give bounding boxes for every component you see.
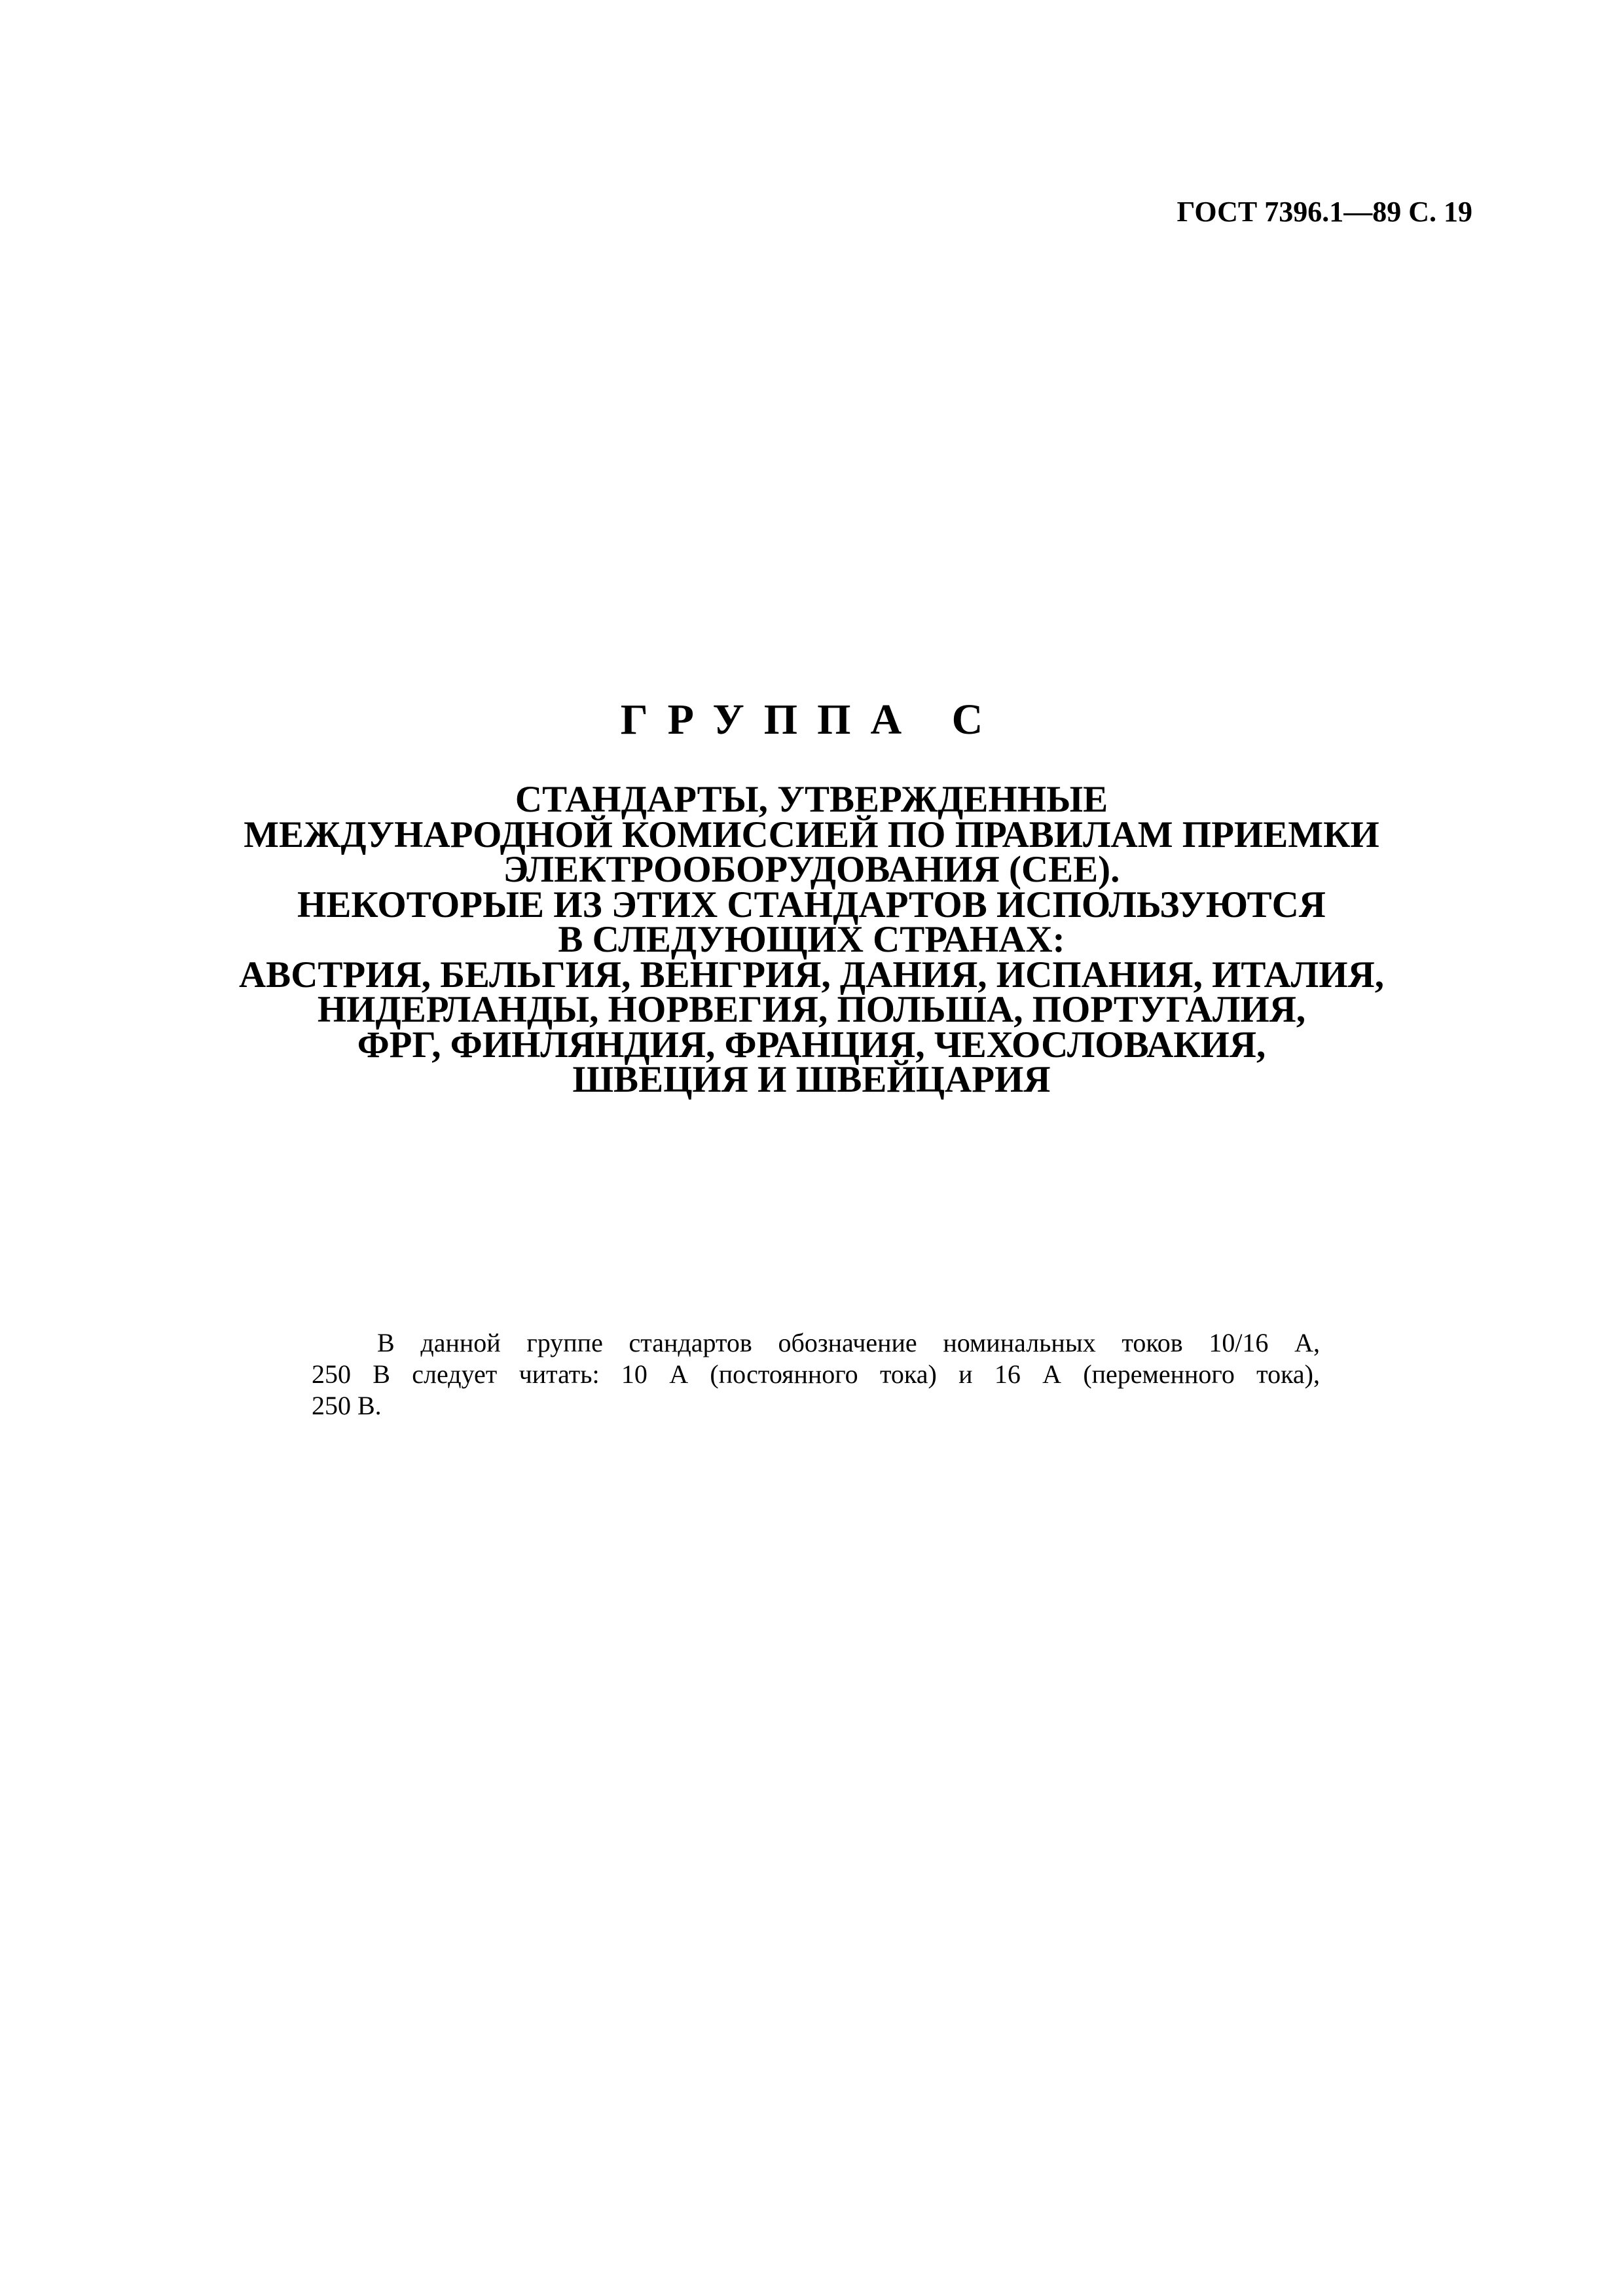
page-header-doc-ref: ГОСТ 7396.1—89 С. 19: [1176, 196, 1472, 228]
group-subtitle: [131, 779, 1492, 1100]
subtitle-line: СТАНДАРТЫ, УТВЕРЖДЕННЫЕ: [515, 779, 1108, 820]
group-title: ГРУППА С: [620, 696, 1003, 744]
subtitle-line: АВСТРИЯ, БЕЛЬГИЯ, ВЕНГРИЯ, ДАНИЯ, ИСПАНИЯ, ИТАЛИЯ,: [239, 954, 1384, 996]
subtitle-line: ЭЛЕКТРООБОРУДОВАНИЯ (СЕЕ).: [503, 849, 1120, 890]
note-line: В данной группе стандартов обозначение номинальных токов 10/16 А,: [377, 1328, 1320, 1357]
subtitle-line: ШВЕЦИЯ И ШВЕЙЦАРИЯ: [572, 1059, 1051, 1100]
note-line: 250 В следует читать: 10 А (постоянного тока) и 16 А (переменного тока),: [312, 1359, 1320, 1389]
note-line: 250 В.: [312, 1391, 382, 1420]
subtitle-line: МЕЖДУНАРОДНОЙ КОМИССИЕЙ ПО ПРАВИЛАМ ПРИЕМКИ: [244, 814, 1379, 855]
subtitle-line: НЕКОТОРЫЕ ИЗ ЭТИХ СТАНДАРТОВ ИСПОЛЬЗУЮТСЯ: [297, 884, 1326, 925]
note-paragraph: [312, 1327, 1320, 1422]
subtitle-line: НИДЕРЛАНДЫ, НОРВЕГИЯ, ПОЛЬША, ПОРТУГАЛИЯ,: [317, 989, 1306, 1030]
subtitle-line: ФРГ, ФИНЛЯНДИЯ, ФРАНЦИЯ, ЧЕХОСЛОВАКИЯ,: [357, 1024, 1266, 1066]
subtitle-line: В СЛЕДУЮЩИХ СТРАНАХ:: [558, 919, 1065, 960]
